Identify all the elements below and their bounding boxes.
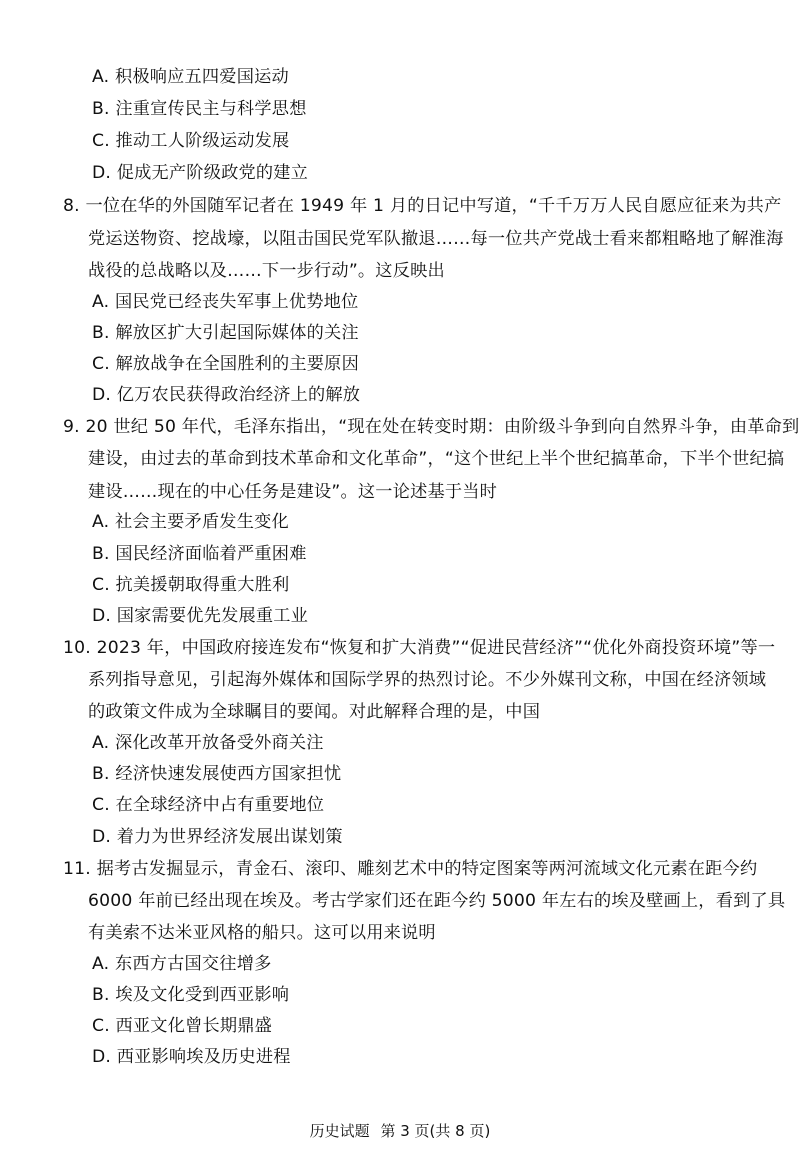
option-c: C. 在全球经济中占有重要地位: [92, 795, 325, 815]
option-c: C. 解放战争在全国胜利的主要原因: [92, 354, 359, 374]
option-d: D. 亿万农民获得政治经济上的解放: [92, 385, 361, 405]
question-stem-line: 9. 20 世纪 50 年代，毛泽东指出，“现在处在转变时期：由阶级斗争到向自然界斗争，由革命到: [63, 417, 800, 437]
option-b: B. 国民经济面临着严重困难: [92, 544, 307, 564]
option-b: B. 经济快速发展使西方国家担忧: [92, 764, 342, 784]
question-stem-line: 8. 一位在华的外国随军记者在 1949 年 1 月的日记中写道，“千千万万人民自愿应征来为共产: [63, 196, 782, 216]
option-a: A. 深化改革开放备受外商关注: [92, 733, 324, 753]
question-stem-line: 建设，由过去的革命到技术革命和文化革命”，“这个世纪上半个世纪搞革命，下半个世纪搞: [88, 449, 785, 469]
question-stem-line: 系列指导意见，引起海外媒体和国际学界的热烈讨论。不少外媒刊文称，中国在经济领域: [88, 670, 767, 690]
option-b: B. 注重宣传民主与科学思想: [92, 99, 307, 119]
question-stem-line: 的政策文件成为全球瞩目的要闻。对此解释合理的是，中国: [88, 702, 541, 722]
option-d: D. 国家需要优先发展重工业: [92, 606, 309, 626]
option-a: A. 东西方古国交往增多: [92, 954, 272, 974]
option-c: C. 抗美援朝取得重大胜利: [92, 575, 290, 595]
question-stem-line: 党运送物资、挖战壕，以阻击国民党军队撤退……每一位共产党战士看来都粗略地了解淮海: [88, 229, 784, 249]
question-stem-line: 10. 2023 年，中国政府接连发布“恢复和扩大消费”“促进民营经济”“优化外商投资环境”等一: [63, 638, 776, 658]
option-d: D. 着力为世界经济发展出谋划策: [92, 827, 343, 847]
footer-page-number: 第 3 页(共 8 页): [380, 1122, 491, 1140]
footer-subject: 历史试题: [309, 1122, 370, 1140]
question-stem-line: 建设……现在的中心任务是建设”。这一论述基于当时: [88, 482, 498, 502]
question-stem-line: 6000 年前已经出现在埃及。考古学家们还在距今约 5000 年左右的埃及壁画上，看到了具: [88, 891, 786, 911]
question-stem-line: 战役的总战略以及……下一步行动”。这反映出: [88, 261, 445, 281]
option-a: A. 国民党已经丧失军事上优势地位: [92, 292, 359, 312]
option-d: D. 西亚影响埃及历史进程: [92, 1047, 291, 1067]
question-stem-line: 11. 据考古发掘显示，青金石、滚印、雕刻艺术中的特定图案等两河流域文化元素在距今约: [63, 859, 758, 879]
option-a: A. 积极响应五四爱国运动: [92, 67, 289, 87]
question-stem-line: 有美索不达米亚风格的船只。这可以用来说明: [88, 923, 436, 943]
option-a: A. 社会主要矛盾发生变化: [92, 512, 289, 532]
page-footer: [0, 1120, 800, 1142]
option-b: B. 埃及文化受到西亚影响: [92, 985, 290, 1005]
option-c: C. 推动工人阶级运动发展: [92, 131, 290, 151]
option-d: D. 促成无产阶级政党的建立: [92, 163, 309, 183]
option-c: C. 西亚文化曾长期鼎盛: [92, 1016, 273, 1036]
option-b: B. 解放区扩大引起国际媒体的关注: [92, 323, 359, 343]
